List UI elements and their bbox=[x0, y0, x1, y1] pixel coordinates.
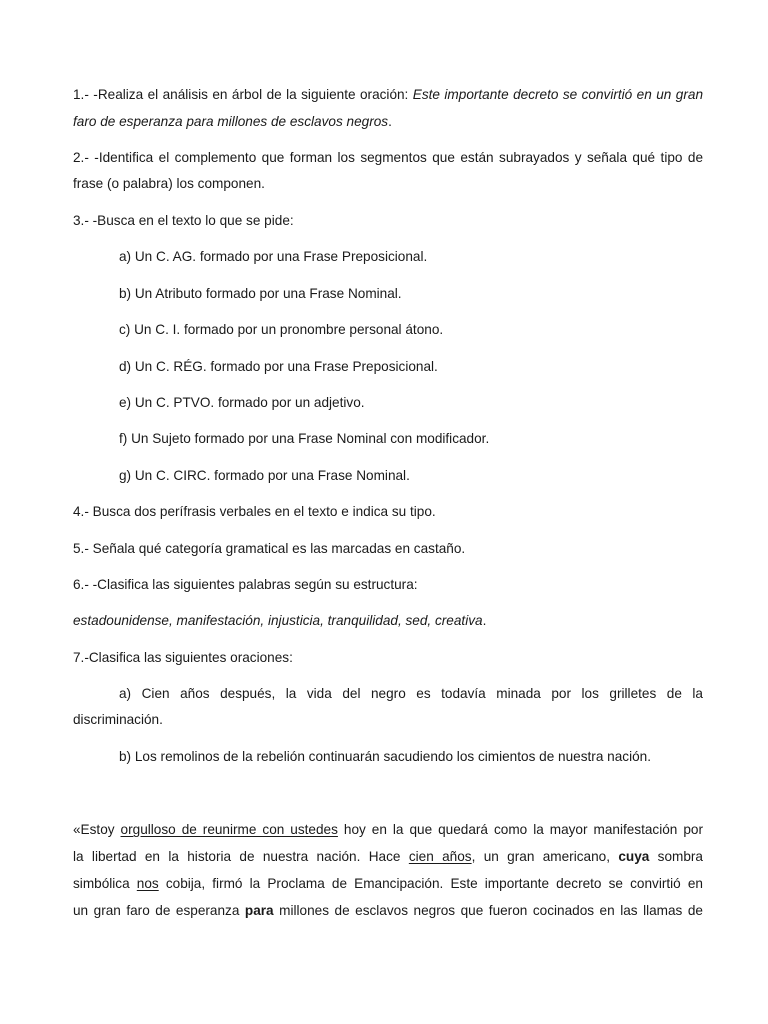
question-3-item-f: f) Un Sujeto formado por una Frase Nominal con modificador. bbox=[119, 431, 490, 446]
text-line-3 bbox=[73, 871, 703, 898]
highlighted-word-cuya: cuya bbox=[618, 849, 650, 864]
question-1-end: . bbox=[388, 113, 392, 129]
question-2-text-2: frase (o palabra) los componen. bbox=[73, 176, 265, 191]
question-3-item-b: b) Un Atributo formado por una Frase Nominal. bbox=[119, 286, 402, 301]
text-line-4-post: millones de esclavos negros que fueron cocinados en las llamas de bbox=[273, 903, 703, 918]
question-5: 5.- Señala qué categoría gramatical es las marcadas en castaño. bbox=[73, 541, 466, 556]
question-1-sentence-b: gran faro de esperanza para millones de esclavos negros bbox=[73, 87, 704, 129]
question-1-lead: 1.- -Realiza el análisis en árbol de la siguiente oración: bbox=[73, 87, 413, 102]
text-line-1 bbox=[73, 817, 703, 844]
question-7-title: 7.-Clasifica las siguientes oraciones: bbox=[73, 650, 293, 665]
question-6-words: estadounidense, manifestación, injusticia, tranquilidad, sed, creativa bbox=[73, 613, 483, 628]
question-3-item-g: g) Un C. CIRC. formado por una Frase Nominal. bbox=[119, 468, 410, 483]
question-3-item-a: a) Un C. AG. formado por una Frase Preposicional. bbox=[119, 249, 428, 264]
highlighted-word-para: para bbox=[244, 903, 274, 918]
underlined-segment-1: orgulloso de reunirme con ustedes bbox=[120, 822, 338, 837]
question-7-b: b) Los remolinos de la rebelión continuarán sacudiendo los cimientos de nuestra nación. bbox=[119, 749, 651, 764]
underlined-segment-2: cien años bbox=[408, 849, 472, 864]
question-2-text-1: 2.- -Identifica el complemento que forman los segmentos que están subrayados y señala qué tipo de bbox=[73, 150, 703, 165]
question-3-item-d: d) Un C. RÉG. formado por una Frase Preposicional. bbox=[119, 359, 438, 374]
question-2-line-2 bbox=[73, 171, 703, 198]
text-line-2-mid: , un gran americano, bbox=[471, 849, 619, 864]
text-line-3-pre: simbólica bbox=[73, 876, 137, 891]
text-line-1-pre: «Estoy bbox=[73, 822, 121, 837]
question-6-title: 6.- -Clasifica las siguientes palabras según su estructura: bbox=[73, 577, 418, 592]
text-line-3-post: cobija, firmó la Proclama de Emancipación. Este importante decreto se convirtió en bbox=[158, 876, 703, 891]
text-line-4-pre: un gran faro de esperanza bbox=[73, 903, 245, 918]
text-line-2-post: sombra bbox=[649, 849, 703, 864]
underlined-segment-3: nos bbox=[136, 876, 159, 891]
question-7-a-line-1 bbox=[73, 681, 703, 708]
question-7-a-line-2: discriminación. bbox=[73, 712, 163, 727]
question-3-item-c: c) Un C. I. formado por un pronombre personal átono. bbox=[119, 322, 444, 337]
text-line-2-pre: la libertad en la historia de nuestra nación. Hace bbox=[73, 849, 409, 864]
question-2-line-1 bbox=[73, 145, 703, 172]
question-1-sentence-a: Este importante decreto se convirtió en un bbox=[412, 87, 672, 102]
question-6-end: . bbox=[482, 613, 487, 628]
text-line-1-post: hoy en la que quedará como la mayor manifestación por bbox=[337, 822, 703, 837]
question-1 bbox=[73, 82, 703, 135]
text-line-4 bbox=[73, 898, 703, 925]
question-7-a-text-1: a) Cien años después, la vida del negro es todavía minada por los grilletes de la bbox=[119, 686, 703, 701]
question-6-words-line bbox=[73, 608, 703, 635]
question-3-item-e: e) Un C. PTVO. formado por un adjetivo. bbox=[119, 395, 365, 410]
text-line-2 bbox=[73, 844, 703, 871]
question-3-title: 3.- -Busca en el texto lo que se pide: bbox=[73, 213, 294, 228]
question-4: 4.- Busca dos perífrasis verbales en el texto e indica su tipo. bbox=[73, 504, 436, 519]
